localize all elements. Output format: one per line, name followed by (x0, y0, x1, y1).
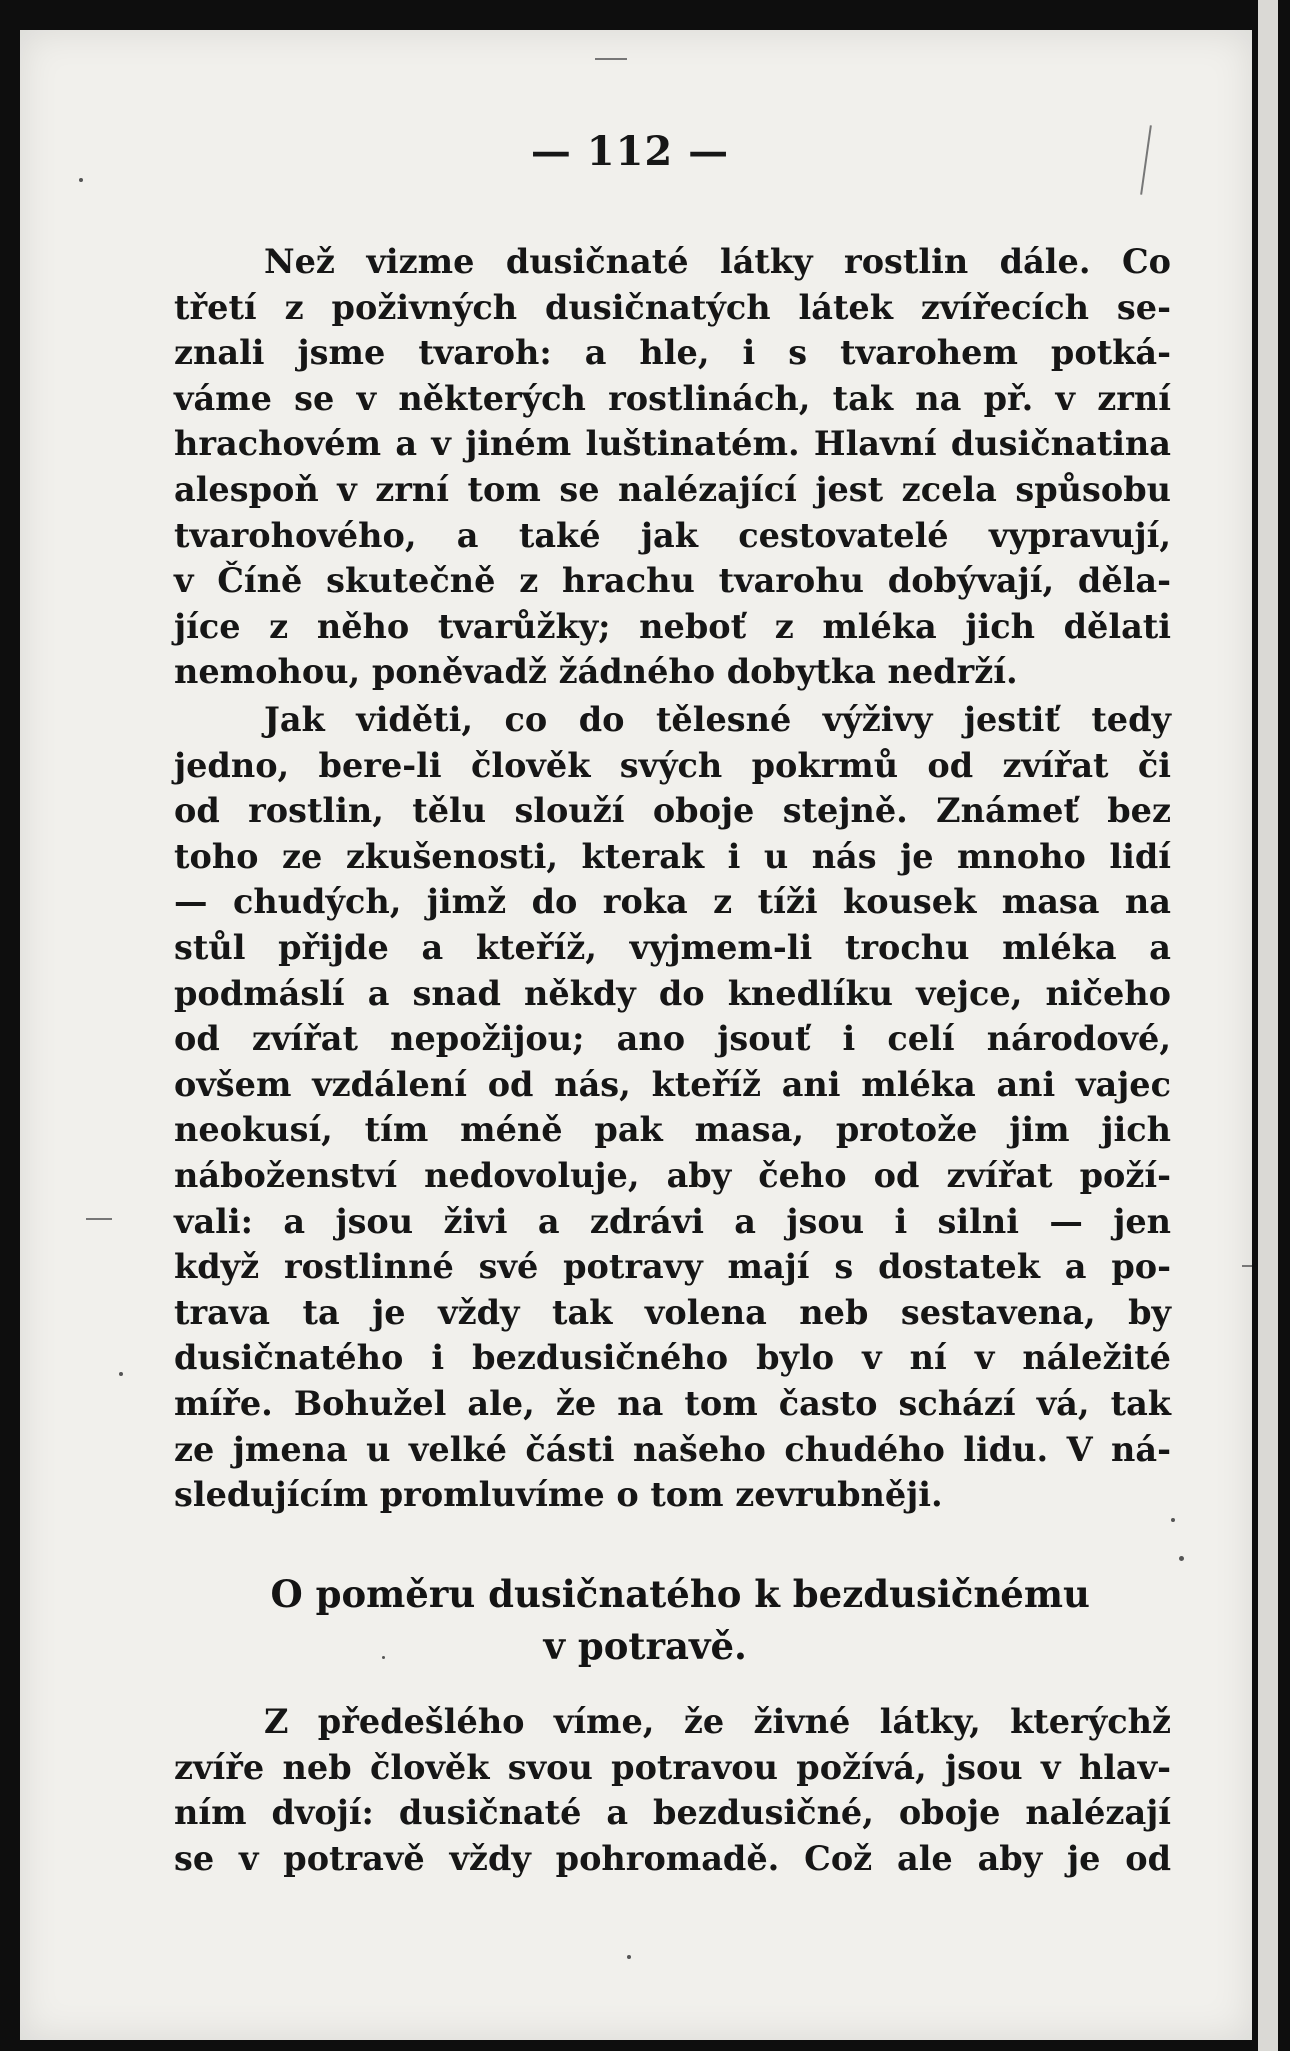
paragraph-1-line: tvarohového, a také jak cestovatelé vypravují, (174, 515, 1171, 555)
paragraph-2-line: ovšem vzdálení od nás, kteříž ani mléka ani vajec (174, 1064, 1171, 1104)
scratch-mark (595, 58, 627, 60)
paragraph-1-line: hrachovém a v jiném luštinatém. Hlavní dusičnatina (174, 424, 1171, 464)
paragraph-2-line: podmáslí a snad někdy do knedlíku vejce, ničeho (174, 973, 1171, 1013)
paragraph-2-line: Jak viděti, co do tělesné výživy jestiť tedy (264, 700, 1171, 739)
paragraph-1-line: alespoň v zrní tom se nalézající jest zcela spůsobu (174, 470, 1171, 509)
paragraph-2-line: — chudých, jimž do roka z tíži kousek masa na (174, 882, 1171, 922)
paragraph-3-line: se v potravě vždy pohromadě. Což ale aby je od (174, 1838, 1171, 1878)
paragraph-2-line: dusičnatého i bezdusičného bylo v ní v náležité (174, 1338, 1171, 1378)
page-edge-strip (1258, 0, 1278, 2051)
paragraph-2-line: náboženství nedovoluje, aby čeho od zvířat poží- (174, 1156, 1171, 1195)
paragraph-3-line: Z předešlého víme, že živné látky, kterýchž (264, 1702, 1171, 1741)
ink-speck (382, 1656, 385, 1659)
paragraph-1-line: váme se v některých rostlinách, tak na př. v zrní (174, 378, 1171, 418)
paragraph-3-line: zvíře neb člověk svou potravou požívá, jsou v hlav- (174, 1747, 1171, 1787)
paragraph-2-line: míře. Bohužel ale, že na tom často schází vá, tak (174, 1384, 1171, 1423)
paragraph-2-line: stůl přijde a kteříž, vyjmem-li trochu mléka a (174, 928, 1171, 967)
paragraph-2-line: od zvířat nepožijou; ano jsouť i celí národové, (174, 1019, 1171, 1059)
paragraph-2-line: neokusí, tím méně pak masa, protože jim jich (174, 1110, 1171, 1150)
ink-speck (1179, 1556, 1184, 1561)
paragraph-1-line: jíce z něho tvarůžky; neboť z mléka jich dělati (174, 606, 1171, 646)
paragraph-3-line: ním dvojí: dusičnaté a bezdusičné, oboje nalézají (174, 1793, 1171, 1833)
section-heading-line-2: v potravě. (543, 1624, 747, 1668)
paragraph-2-line: ze jmena u velké části našeho chudého lidu. V ná- (174, 1429, 1171, 1469)
ink-speck (79, 178, 83, 182)
paragraph-2-line: když rostlinné své potravy mají s dostatek a po- (174, 1247, 1171, 1287)
paragraph-2-line: sledujícím promluvíme o tom zevrubněji. (174, 1475, 943, 1515)
paragraph-1-line: nemohou, poněvadž žádného dobytka nedrží. (174, 652, 1018, 692)
paragraph-1-line: třetí z poživných dusičnatých látek zvířecích se- (174, 287, 1171, 327)
paragraph-1-line: Než vizme dusičnaté látky rostlin dále. Co (264, 242, 1171, 281)
paragraph-1-line: znali jsme tvaroh: a hle, i s tvarohem potká- (174, 333, 1171, 373)
paragraph-2-line: toho ze zkušenosti, kterak i u nás je mnoho lidí (174, 836, 1171, 876)
page-number: — 112 — (530, 128, 730, 175)
paragraph-2-line: jedno, bere-li člověk svých pokrmů od zvířat či (174, 745, 1171, 785)
paragraph-1-line: v Číně skutečně z hrachu tvarohu dobývají, děla- (174, 561, 1171, 601)
paragraph-2-line: vali: a jsou živi a zdrávi a jsou i silni — jen (174, 1201, 1171, 1241)
ink-speck (1171, 1518, 1175, 1522)
section-heading: O poměru dusičnatého k bezdusičnému (270, 1572, 1090, 1616)
paragraph-2-line: trava ta je vždy tak volena neb sestavena, by (174, 1292, 1171, 1332)
ink-speck (119, 1372, 123, 1376)
ink-speck (627, 1955, 631, 1959)
scratch-mark (1242, 1265, 1252, 1267)
paragraph-2-line: od rostlin, tělu slouží oboje stejně. Známeť bez (174, 791, 1171, 831)
scratch-mark (86, 1218, 112, 1220)
